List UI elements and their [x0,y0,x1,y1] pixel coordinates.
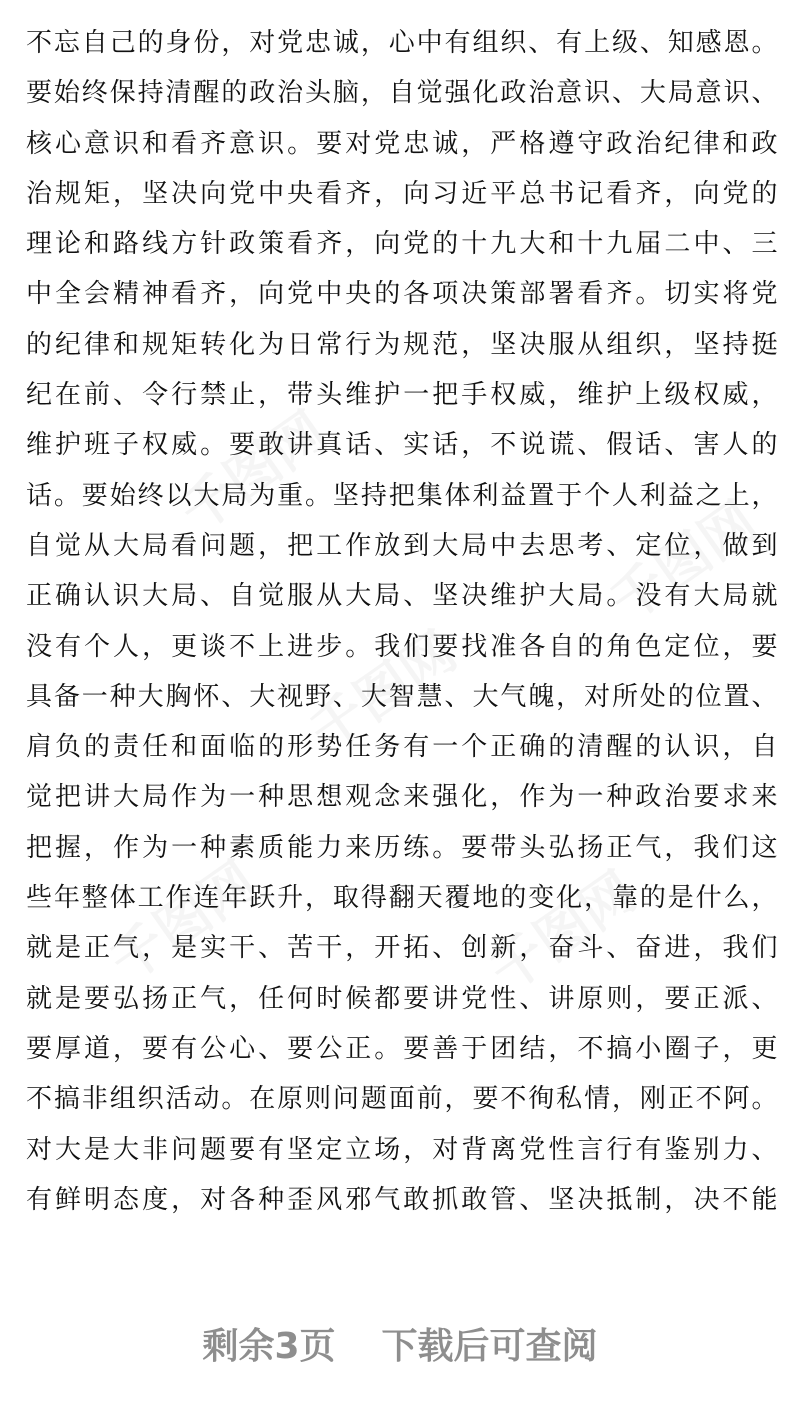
text-line: 自觉从大局看问题，把工作放到大局中去思考、定位，做到 [26,530,778,561]
text-line: 有鲜明态度，对各种歪风邪气敢抓敢管、坚决抵制，决不能 [26,1184,778,1215]
text-line: 话。要始终以大局为重。坚持把集体利益置于个人利益之上， [26,480,778,511]
text-line: 肩负的责任和面临的形势任务有一个正确的清醒的认识，自 [26,732,778,763]
text-line: 就是正气，是实干、苦干，开拓、创新，奋斗、奋进，我们 [26,933,778,964]
text-line: 具备一种大胸怀、大视野、大智慧、大气魄，对所处的位置、 [26,681,778,712]
text-line: 的纪律和规矩转化为日常行为规范，坚决服从组织，坚持挺 [26,329,778,360]
text-line: 正确认识大局、自觉服从大局、坚决维护大局。没有大局就 [26,581,778,612]
download-hint-label: 下载后可查阅 [381,1326,598,1367]
text-line: 纪在前、令行禁止，带头维护一把手权威，维护上级权威， [26,380,778,411]
text-line: 对大是大非问题要有坚定立场，对背离党性言行有鉴别力、 [26,1134,778,1165]
text-line: 没有个人，更谈不上进步。我们要找准各自的角色定位，要 [26,631,778,662]
text-line: 维护班子权威。要敢讲真话、实话，不说谎、假话、害人的 [26,430,778,461]
text-line: 不搞非组织活动。在原则问题面前，要不徇私情，刚正不阿。 [26,1084,778,1115]
watermark: 千图网 [98,849,268,995]
text-line: 觉把讲大局作为一种思想观念来强化，作为一种政治要求来 [26,782,778,813]
watermark: 千图网 [478,859,648,1005]
document-body [26,18,778,1225]
text-line: 理论和路线方针政策看齐，向党的十九大和十九届二中、三 [26,229,778,260]
text-line: 要厚道，要有公心、要公正。要善于团结，不搞小圈子，更 [26,1033,778,1064]
text-line: 要始终保持清醒的政治头脑，自觉强化政治意识、大局意识、 [26,78,778,109]
text-line: 核心意识和看齐意识。要对党忠诚，严格遵守政治纪律和政 [26,128,778,159]
download-prompt[interactable] [0,1318,800,1369]
watermark: 千图网 [168,399,338,545]
text-line: 不忘自己的身份，对党忠诚，心中有组织、有上级、知感恩。 [26,28,778,58]
text-line: 就是要弘扬正气，任何时候都要讲党性、讲原则，要正派、 [26,983,778,1014]
remaining-pages-label: 剩余3页 [202,1326,336,1367]
text-line: 些年整体工作连年跃升，取得翻天覆地的变化，靠的是什么， [26,883,778,914]
watermark: 千图网 [298,619,468,765]
text-line: 治规矩，坚决向党中央看齐，向习近平总书记看齐，向党的 [26,178,778,209]
watermark: 千图网 [598,489,768,635]
text-line: 把握，作为一种素质能力来历练。要带头弘扬正气，我们这 [26,832,778,863]
text-line: 中全会精神看齐，向党中央的各项决策部署看齐。切实将党 [26,279,778,310]
